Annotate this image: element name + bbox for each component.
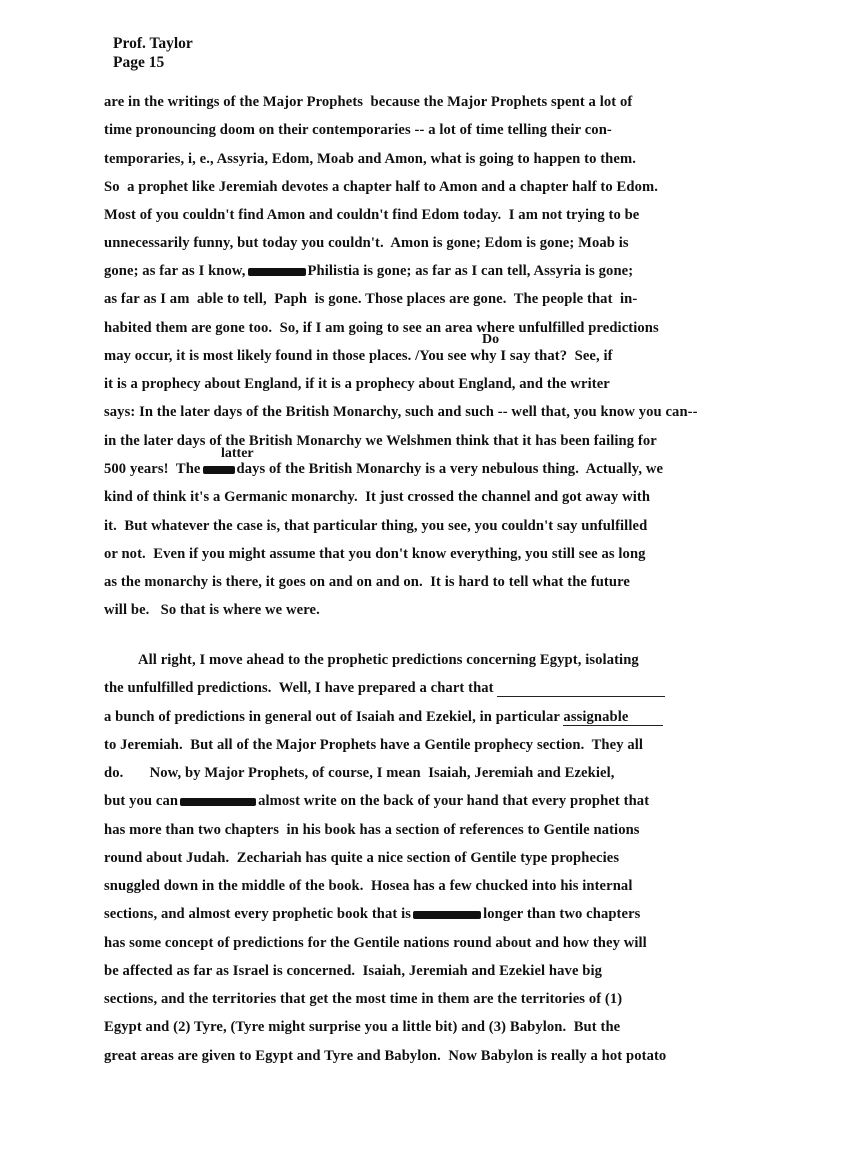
- text-line: are in the writings of the Major Prophets because the Major Prophets spent a lot of: [104, 94, 633, 110]
- redaction-mark: [180, 798, 256, 806]
- text-line: habited them are gone too. So, if I am going to see an area where unfulfilled predictions: [104, 320, 659, 336]
- redaction-mark: [413, 911, 481, 919]
- handwritten-insert: Do: [482, 332, 500, 347]
- text-line: Egypt and (2) Tyre, (Tyre might surprise you a little bit) and (3) Babylon. But the: [104, 1019, 621, 1035]
- page-number: Page 15: [113, 54, 165, 71]
- text-line: [104, 765, 615, 782]
- text-line: [104, 793, 649, 810]
- text-line: round about Judah. Zechariah has quite a nice section of Gentile type prophecies: [104, 850, 620, 866]
- blank-line: [629, 713, 663, 726]
- text-line: be affected as far as Israel is concerned. Isaiah, Jeremiah and Ezekiel have big: [104, 963, 603, 979]
- text-line: great areas are given to Egypt and Tyre and Babylon. Now Babylon is really a hot potato: [104, 1048, 667, 1064]
- text-line: [104, 906, 640, 923]
- text-fragment: Now, by Major Prophets, of course, I mean Isaiah, Jeremiah and Ezekiel,: [149, 765, 615, 781]
- text-fragment: Philistia is gone; as far as I can tell, Assyria is gone;: [307, 263, 634, 279]
- text-line: sections, and the territories that get the most time in them are the territories of (1): [104, 991, 623, 1007]
- text-line: to Jeremiah. But all of the Major Prophets have a Gentile prophecy section. They all: [104, 737, 644, 753]
- text-line: snuggled down in the middle of the book. Hosea has a few chucked into his internal: [104, 878, 633, 894]
- author-name: Prof. Taylor: [113, 35, 193, 52]
- redaction-mark: [248, 268, 306, 276]
- text-line: [104, 709, 663, 726]
- text-line: has more than two chapters in his book has a section of references to Gentile nations: [104, 822, 640, 838]
- text-fragment: places are gone. The people that in-: [406, 291, 638, 307]
- text-fragment: the unfulfilled predictions. Well, I have prepared a chart that: [104, 680, 494, 696]
- text-line: will be. So that is where we were.: [104, 602, 320, 618]
- text-line: may occur, it is most likely found in those places. /You see why I say that? See, if: [104, 348, 613, 364]
- text-fragment: days of the British Monarchy is a very nebulous thing. Actually, we: [236, 461, 664, 477]
- text-line: kind of think it's a Germanic monarchy. It just crossed the channel and got away with: [104, 489, 651, 505]
- text-line: unnecessarily funny, but today you couldn't. Amon is gone; Edom is gone; Moab is: [104, 235, 629, 251]
- text-line: [104, 263, 633, 280]
- text-line: it. But whatever the case is, that particular thing, you see, you couldn't say unfulfilled: [104, 518, 648, 534]
- text-fragment: but you can: [104, 793, 179, 809]
- text-fragment: as far as I am able to tell, Paph is gone.: [104, 291, 362, 307]
- handwritten-insert: latter: [221, 446, 254, 461]
- text-fragment: Those: [365, 291, 403, 307]
- underlined-word: assignable: [563, 709, 629, 725]
- text-fragment: sections, and almost every prophetic book that is: [104, 906, 412, 922]
- text-fragment: 500 years! The: [104, 461, 201, 477]
- text-line: in the later days of the British Monarchy we Welshmen think that it has been failing for: [104, 433, 657, 449]
- text-line: [104, 680, 665, 697]
- text-fragment: a bunch of predictions in general out of Isaiah and Ezekiel, in particular: [104, 709, 560, 725]
- text-fragment: longer than two chapters: [483, 906, 641, 922]
- text-fragment: do.: [104, 765, 124, 781]
- text-line: temporaries, i, e., Assyria, Edom, Moab and Amon, what is going to happen to them.: [104, 151, 636, 167]
- redaction-mark: [203, 466, 235, 474]
- text-line: So a prophet like Jeremiah devotes a chapter half to Amon and a chapter half to Edom.: [104, 179, 658, 195]
- text-fragment: almost write on the back of your hand that every prophet that: [258, 793, 650, 809]
- text-line: [104, 404, 698, 421]
- text-line: has some concept of predictions for the Gentile nations round about and how they will: [104, 935, 647, 951]
- text-line: Most of you couldn't find Amon and couldn't find Edom today. I am not trying to be: [104, 207, 640, 223]
- text-line: [104, 461, 663, 478]
- text-line: time pronouncing doom on their contemporaries -- a lot of time telling their con-: [104, 122, 612, 138]
- text-line: as the monarchy is there, it goes on and on and on. It is hard to tell what the future: [104, 574, 631, 590]
- blank-line: [497, 684, 665, 697]
- text-fragment: gone; as far as I know,: [104, 263, 246, 279]
- text-line: it is a prophecy about England, if it is a prophecy about England, and the writer: [104, 376, 610, 392]
- page-header: [113, 34, 193, 72]
- text-line: [104, 291, 637, 308]
- text-line: or not. Even if you might assume that you don't know everything, you still see as long: [104, 546, 646, 562]
- text-fragment: says:: [104, 404, 136, 420]
- text-line: All right, I move ahead to the prophetic predictions concerning Egypt, isolating: [138, 652, 639, 668]
- text-fragment: In the later days of the British Monarchy, such and such -- well that, you know you can--: [139, 404, 698, 420]
